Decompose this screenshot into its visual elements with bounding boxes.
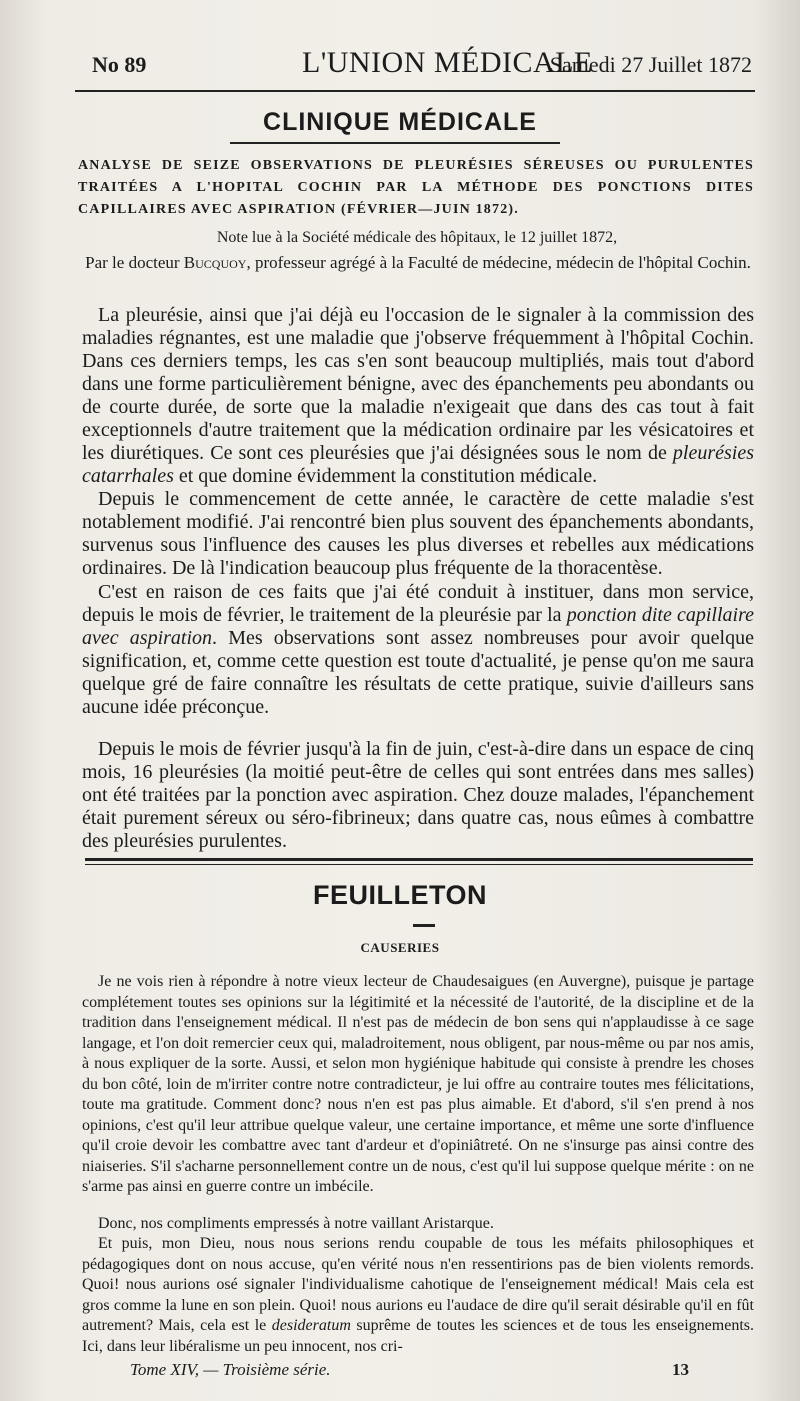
page-header: [92, 44, 752, 84]
clinique-paragraph-2: Depuis le commencement de cette année, le caractère de cette maladie s'est notablement modifié. J'ai rencontré bien plus souvent des épanchements abondants, survenus sous l'influence des causes les plus diverses et rebelles aux médications ordinaires. De là l'indication beaucoup plus fréquente de la thoracentèse.: [82, 488, 754, 579]
clinique-section-title: CLINIQUE MÉDICALE: [263, 108, 537, 136]
feuilleton-divider: [413, 924, 435, 927]
issue-date: Samedi 27 Juillet 1872: [549, 52, 752, 77]
paragraph-text: Et puis, mon Dieu, nous nous serions rendu coupable de tous les méfaits philosophiques et pédagogiques dont on nous accuse, qu'en vérité nous n'en ressentirions pas de bien violents remords. Quoi! nous aurions osé signaler l'individualisme cahotique de l'enseignement médical! Mais cela est gros comme la lune en son plein. Quoi! nous aurions eu l'audace de dire qu'il serait désirable qu'il en fût autrement? Mais, cela est le: [82, 1235, 754, 1334]
paragraph-text: La pleurésie, ainsi que j'ai déjà eu l'occasion de le signaler à la commission des maladies régnantes, est une maladie que j'observe fréquemment à l'hôpital Cochin. Dans ces derniers temps, les cas s'en sont beaucoup multipliés, mais tout d'abord dans une forme particulièrement bénigne, avec des épanchements peu abondants ou de courte durée, de sorte que la maladie n'exigeait que dans des cas tout à fait exceptionnels d'autre traitement que la médication ordinaire par les vésicatoires et les diurétiques. Ce sont ces pleurésies que j'ai désignées sous le nom de: [82, 304, 754, 464]
feuilleton-subtitle: CAUSERIES: [360, 940, 440, 955]
clinique-paragraph-4: Depuis le mois de février jusqu'à la fin de juin, c'est-à-dire dans un espace de cinq mois, 16 pleurésies (la moitié peut-être de celles qui sont entrées dans mes salles) ont été traitées par la ponction avec aspiration. Chez douze malades, l'épanchement était purement séreux ou séro-fibrineux; dans quatre cas, nous eûmes à combattre des pleurésies purulentes.: [82, 738, 754, 852]
paragraph-text: C'est en raison de ces faits que j'ai été conduit à instituer, dans mon service, depuis le mois de février, le traitement de la pleurésie par la: [82, 581, 754, 626]
journal-title: L'UNION MÉDICALE: [302, 46, 593, 79]
italic-term: desideratum: [271, 1317, 351, 1334]
feuilleton-paragraph-2: Donc, nos compliments empressés à notre vaillant Aristarque.: [98, 1215, 494, 1232]
article-title: ANALYSE DE SEIZE OBSERVATIONS DE PLEURÉSIES SÉREUSES OU PURULENTES TRAITÉES A L'HOPITAL COCHIN PAR LA MÉTHODE DES PONCTIONS DITES CAPILLAIRES AVEC ASPIRATION (FÉVRIER—JUIN 1872).: [78, 158, 754, 217]
author-prefix: Par le docteur: [85, 253, 184, 272]
page-number: 13: [672, 1360, 689, 1379]
issue-number: No 89: [92, 52, 147, 77]
paragraph-text: et que domine évidemment la constitution médicale.: [173, 465, 598, 487]
italic-term: ponction dite capillaire avec aspiration: [82, 604, 754, 649]
italic-term: pleurésies catarrhales: [82, 442, 754, 487]
feuilleton-rule-thick: [85, 858, 753, 861]
paragraph-text: suprême de toutes les sciences et de tous les enseignements. Ici, dans leur libéralisme un peu innocent, nos cri-: [82, 1317, 755, 1355]
clinique-paragraph-3: [82, 581, 754, 719]
feuilleton-rule-thin: [85, 864, 753, 865]
volume-info: Tome XIV, — Troisième série.: [130, 1360, 331, 1379]
title-underline: [230, 142, 560, 144]
paragraph-text: . Mes observations sont assez nombreuses pour avoir quelque signification, et, comme cette question est toute d'actualité, je pense qu'on me saura quelque gré de faire connaître les résultats de cette pratique, suivie d'ailleurs sans aucune idée préconçue.: [82, 627, 754, 718]
article-author: [82, 252, 754, 274]
feuilleton-paragraph-1: Je ne vois rien à répondre à notre vieux lecteur de Chaudesaigues (en Auvergne), puisque je partage complétement toutes ses opinions sur la légitimité et la nécessité de l'autorité, de la discipline et de la tradition dans l'enseignement médical. Il n'est pas de médecin de bon sens qui n'applaudisse à ce sage langage, et l'on doit remercier ceux qui, maladroitement, nous obligent, par nous-même ou par nos amis, à nous expliquer de la sorte. Aussi, et selon mon hygiénique habitude qui consiste à prendre les choses du bon côté, loin de m'irriter contre notre contradicteur, je lui offre au contraire toutes mes félicitations, toute ma gratitude. Comment donc? nous n'en est pas plus aimable. Et d'abord, s'il s'en prend à nos opinions, c'est qu'il leur attribue quelque valeur, une certaine importance, et même une sorte d'influence qu'il croie devoir les combattre avec tant d'ardeur et d'opiniâtreté. On ne s'insurge pas ainsi contre des niaiseries. S'il s'acharne personnellement contre un de nous, c'est qu'il lui suppose quelque mérite : on ne s'arme pas ainsi en guerre contre un imbécile.: [82, 973, 754, 1195]
author-suffix: , professeur agrégé à la Faculté de médecine, médecin de l'hôpital Cochin.: [246, 253, 751, 272]
article-note: Note lue à la Société médicale des hôpitaux, le 12 juillet 1872,: [216, 229, 618, 246]
header-rule: [75, 90, 755, 92]
clinique-paragraph-1: [82, 304, 754, 488]
feuilleton-section-title: FEUILLETON: [312, 880, 487, 910]
feuilleton-paragraph-3: [82, 1234, 754, 1357]
author-name: Bucquoy: [183, 253, 247, 272]
